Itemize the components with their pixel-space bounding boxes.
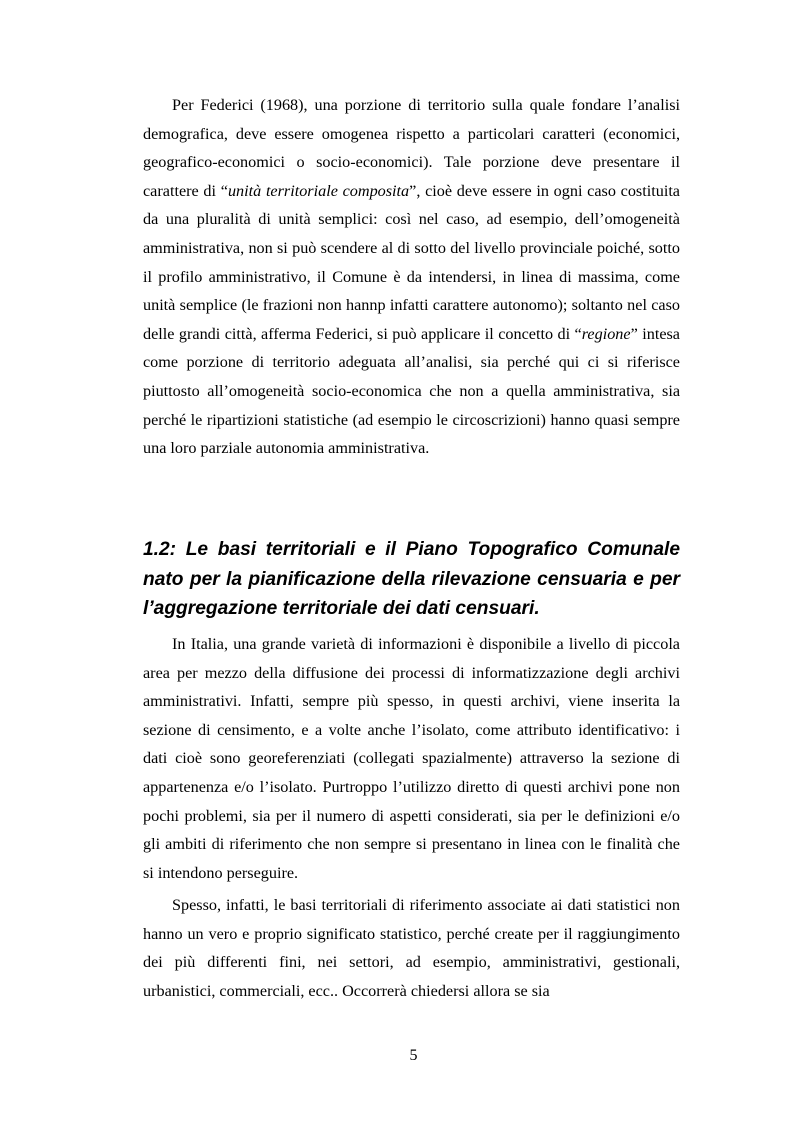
paragraph-federici	[143, 91, 680, 463]
paragraph-federici-text-2: ”, cioè deve essere in ogni caso costituita da una pluralità di unità semplici: così nel caso, ad esempio, dell’omogeneità amministrativa, non si può scendere al di sotto del livello provinciale poiché, sotto il profilo amministrativo, il Comune è da intendersi, in linea di massima, come unità semplice (le frazioni non hannp infatti carattere autonomo); soltanto nel caso delle grandi città, afferma Federici, si può applicare il concetto di “	[143, 181, 680, 343]
paragraph-federici-text-3: ” intesa come porzione di territorio adeguata all’analisi, sia perché qui ci si riferisce piuttosto all’omogeneità socio-economica che non a quella amministrativa, sia perché le ripartizioni statistiche (ad esempio le circoscrizioni) hanno quasi sempre una loro parziale autonomia amministrativa.	[143, 324, 680, 458]
paragraph-italia: In Italia, una grande varietà di informazioni è disponibile a livello di piccola area per mezzo della diffusione dei processi di informatizzazione degli archivi amministrativi. Infatti, sempre più spesso, in questi archivi, viene inserita la sezione di censimento, e a volte anche l’isolato, come attributo identificativo: i dati cioè sono georeferenziati (collegati spazialmente) attraverso la sezione di appartenenza e/o l’isolato. Purtroppo l’utilizzo diretto di questi archivi pone non pochi problemi, sia per il numero di aspetti considerati, sia per le definizioni e/o gli ambiti di riferimento che non sempre si presentano in linea con le finalità che si intendono perseguire.	[143, 635, 680, 882]
paragraph-federici-text-1: Per Federici (1968), una porzione di territorio sulla quale fondare l’analisi demografica, deve essere omogenea rispetto a particolari caratteri (economici, geografico-economici o socio-economici). Tale porzione deve presentare il carattere di “	[143, 96, 680, 200]
term-regione: regione	[581, 324, 631, 343]
paragraph-spesso: Spesso, infatti, le basi territoriali di riferimento associate ai dati statistici non hanno un vero e proprio significato statistico, perché create per il raggiungimento dei più differenti fini, nei settori, ad esempio, amministrativi, gestionali, urbanistici, commerciali, ecc.. Occorrerà chiedersi allora se sia	[143, 896, 680, 1000]
section-heading-1-2: 1.2: Le basi territoriali e il Piano Topografico Comunale nato per la pianificazione della rilevazione censuaria e per l’aggregazione territoriale dei dati censuari.	[143, 539, 680, 619]
term-unita-territoriale-composita: unità territoriale composita	[227, 181, 410, 200]
page-number: 5	[409, 1047, 418, 1064]
